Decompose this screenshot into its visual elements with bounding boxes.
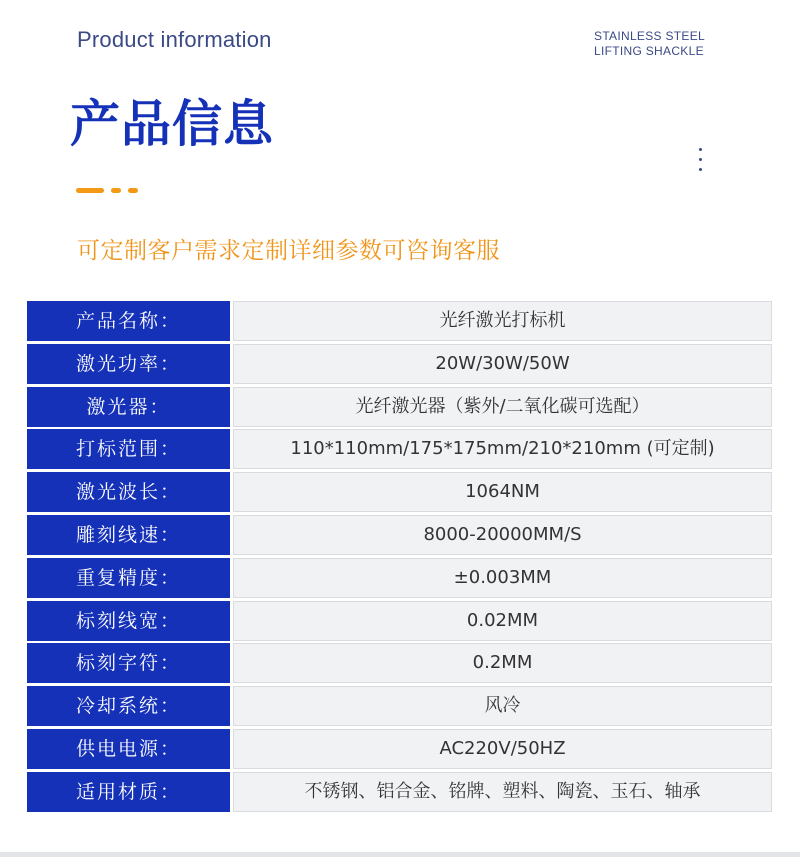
spec-row (27, 515, 772, 555)
spec-row (27, 429, 772, 469)
footer-divider (0, 852, 800, 857)
spec-row (27, 558, 772, 598)
spec-value: 110*110mm/175*175mm/210*210mm (可定制) (233, 429, 772, 469)
spec-row (27, 686, 772, 726)
brand-line-1: STAINLESS STEEL (594, 29, 705, 43)
spec-row (27, 601, 772, 641)
spec-label: 冷却系统： (27, 686, 230, 726)
spec-label: 雕刻线速： (27, 515, 230, 555)
brand-text (594, 29, 705, 59)
spec-label: 重复精度： (27, 558, 230, 598)
spec-label: 打标范围： (27, 429, 230, 469)
spec-label: 激光器： (27, 387, 230, 427)
spec-label: 产品名称： (27, 301, 230, 341)
spec-value: 0.2MM (233, 643, 772, 683)
page-title: 产品信息 (70, 95, 274, 153)
spec-label: 适用材质： (27, 772, 230, 812)
spec-label: 标刻线宽： (27, 601, 230, 641)
spec-row (27, 387, 772, 427)
section-title-en: Product information (77, 27, 272, 52)
spec-value: 光纤激光打标机 (233, 301, 772, 341)
brand-line-2: LIFTING SHACKLE (594, 44, 704, 58)
spec-value: 光纤激光器（紫外/二氧化碳可选配） (233, 387, 772, 427)
more-dots-icon (698, 148, 704, 176)
spec-row (27, 643, 772, 683)
spec-row (27, 772, 772, 812)
spec-table (27, 301, 772, 815)
spec-label: 激光功率： (27, 344, 230, 384)
spec-value: 1064NM (233, 472, 772, 512)
spec-label: 激光波长： (27, 472, 230, 512)
spec-value: AC220V/50HZ (233, 729, 772, 769)
spec-row (27, 344, 772, 384)
spec-value: 不锈钢、铝合金、铭牌、塑料、陶瓷、玉石、轴承 (233, 772, 772, 812)
spec-value: 20W/30W/50W (233, 344, 772, 384)
customization-note: 可定制客户需求定制详细参数可咨询客服 (77, 238, 500, 264)
spec-label: 标刻字符： (27, 643, 230, 683)
spec-row (27, 729, 772, 769)
spec-row (27, 472, 772, 512)
spec-value: 0.02MM (233, 601, 772, 641)
spec-value: 风冷 (233, 686, 772, 726)
spec-value: 8000-20000MM/S (233, 515, 772, 555)
spec-value: ±0.003MM (233, 558, 772, 598)
spec-row (27, 301, 772, 341)
spec-label: 供电电源： (27, 729, 230, 769)
